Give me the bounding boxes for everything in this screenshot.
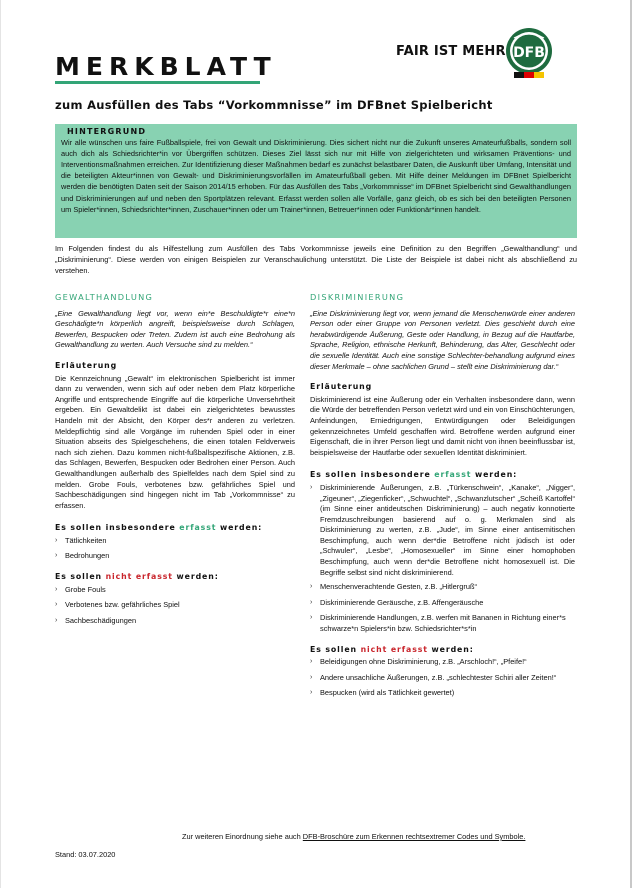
gewalt-capture-heading: Es sollen insbesondere erfasst werden: (55, 523, 263, 533)
chevron-right-icon: › (55, 552, 58, 560)
chevron-right-icon: › (55, 536, 58, 544)
list-item: › Diskriminierende Äußerungen, z.B. „Türkenschwein“, „Kanake“, „Nigger“, „Zigeuner“, „Ziegenficker“, „Schwuchtel“, „Schwanzlutscher“ „Scheiß Kartoffel“ (im Sinne einer antideutschen Diskriminierung) – auch negativ konnotierte Fremdzuschreibungen basierend auf o. g. Merkmalen sind als Diskriminierung zu werten, z.B. „Jude“, im Sinne einer antisemitischen Beschimpfung, auch wenn der*die Betroffene nicht jüdisch ist oder „Schwuler“, „Lesbe“, „Homosexueller“ im Sinne einer homophoben Beschimpfung, auch wenn der*die Betroffene nicht homosexuell ist. Die Begriffe selbst sind nicht diskriminierend. (310, 482, 575, 577)
list-item: › Verbotenes bzw. gefährliches Spiel (55, 600, 180, 610)
chevron-right-icon: › (310, 583, 313, 591)
list-item: › Grobe Fouls (55, 584, 106, 594)
diskr-capture-heading: Es sollen insbesondere erfasst werden: (310, 470, 518, 480)
page-title: MERKBLATT (55, 52, 277, 81)
chevron-right-icon: › (310, 673, 313, 681)
date-stamp: Stand: 03.07.2020 (55, 850, 116, 859)
intro-text: Im Folgenden findest du als Hilfestellung zum Ausfüllen des Tabs Vorkommnisse jeweils eine Definition zu den Begriffen „Gewalthandlung“ und „Diskriminierung“. Diese werden von einigen Beispielen zur Veranschaulichung unterstützt. Die Liste der Beispiele ist dabei nicht als abschließend zu verstehen. (55, 244, 577, 275)
title-underline (55, 81, 260, 84)
gewalt-column (55, 292, 295, 634)
gewalt-nocapture-heading: Es sollen nicht erfasst werden: (55, 572, 219, 582)
chevron-right-icon: › (310, 614, 313, 622)
background-text: Wir alle wünschen uns faire Fußballspiele, frei von Gewalt und Diskriminierung. Dies sichert nicht nur die Zukunft unseres Amateurfußballs, sondern soll auch dich als Schiedsrichter*in vor Übergriffen schützen. Dieses Ziel lässt sich nur mit Hilfe von zielgerichteten und wirksamen Präventions- und Interventionsmaßnahmen erreichen. Zur Identifizierung dieser Maßnahmen bedarf es zunächst belastbarer Daten, die Auskunft über Umfang, Intensität und die beteiligten Akteur*innen von Gewalt- und Diskriminierungsvorfällen im Amateurfußball geben. Mit Hilfe deiner Meldungen im DFBnet Spielbericht werden die benötigten Daten seit der Saison 2014/15 erhoben. Für das Ausfüllen des Tabs „Vorkommnisse“ im DFBnet Spielbericht sind Gewalthandlungen und Diskriminierungen auf und neben den Sportplätzen relevant. Erfasst werden sollen alle Vorfälle, ganz gleich, ob es sich bei den beteiligten Personen um Spieler*innen, Schiedsrichter*innen, Zuschauer*innen oder um Trainer*innen, Betreuer*innen oder Funktionär*innen handelt. (61, 138, 571, 214)
chevron-right-icon: › (310, 658, 313, 666)
chevron-right-icon: › (310, 483, 313, 491)
brochure-link[interactable]: DFB-Broschüre zum Erkennen rechtsextremer Codes und Symbole. (302, 832, 526, 841)
chevron-right-icon: › (55, 616, 58, 624)
gewalt-capture-list (55, 536, 295, 562)
diskr-nocapture-heading: Es sollen nicht erfasst werden: (310, 644, 474, 654)
gewalt-explanation-heading: Erläuterung (55, 360, 118, 370)
diskr-nocapture-list (310, 657, 575, 699)
footer-reference-text: Zur weiteren Einordnung siehe auch (182, 832, 303, 841)
diskr-explanation: Diskriminierend ist eine Äußerung oder ein Verhalten insbesondere dann, wenn die Würde der betreffenden Person verletzt wird und ein von Einschüchterungen, Anfeindungen, Erniedrigungen, Entwürdigungen oder Beleidigungen gekennzeichnetes Umfeld geschaffen wird. Betroffene werden aufgrund einer Eigenschaft, die in ihrer Person liegt und damit nicht von ihnen beeinflussbar ist, beispielsweise der Hautfarbe oder sexuellen Identität diskriminiert. (310, 394, 575, 457)
diskr-column (310, 292, 575, 707)
gewalt-nocapture-list (55, 585, 295, 627)
footer-reference (182, 832, 525, 841)
list-item: › Bedrohungen (55, 551, 110, 561)
gewalt-definition: „Eine Gewalthandlung liegt vor, wenn ein*e Beschuldigte*r eine*n Geschädigte*n körperlich angreift, beispielsweise durch Schlagen, Bewerfen, Bespucken oder Treten. Zudem ist auch eine Bedrohung als Gewalthandlung zu werten. Auch Versuche sind zu melden.“ (55, 308, 295, 350)
gewalt-explanation: Die Kennzeichnung „Gewalt“ im elektronischen Spielbericht ist immer dann zu verwenden, wenn sich auf oder neben dem Platz körperliche Angriffe und entsprechende Eingriffe auf die körperliche Unversehrtheit ergeben. Ein Gewaltdelikt ist dabei ein zielgerichtetes bewusstes Handeln mit der Absicht, den Körper des*r anderen zu verletzen. Meldepflichtig sind alle Vorgänge im ruhenden Spiel oder in einer Situation abseits des Spielgeschehens, die einen totalen Feldverweis nach sich ziehen. Dazu kommen nicht-fußballspezifische Aktionen, z.B. das Schlagen, Bewerfen, Bespucken oder Bedrohen einer Person. Auch Gewalthandlungen außerhalb des Spielfeldes nach dem Spiel sind zu melden. Grobe Fouls, verbotenes bzw. gefährliches Spiel und Sachbeschädigungen sind hingegen nicht im Tab „Vorkommnisse“ zu erfassen. (55, 373, 295, 510)
chevron-right-icon: › (310, 598, 313, 606)
list-item: › Bespucken (wird als Tätlichkeit gewertet) (310, 688, 455, 698)
page-subtitle: zum Ausfüllen des Tabs “Vorkommnisse” im DFBnet Spielbericht (55, 98, 493, 112)
chevron-right-icon: › (55, 601, 58, 609)
dfb-logo-icon (504, 26, 554, 80)
chevron-right-icon: › (55, 585, 58, 593)
diskr-explanation-heading: Erläuterung (310, 382, 373, 392)
gewalt-heading: GEWALTHANDLUNG (55, 292, 154, 302)
list-item: › Andere unsachliche Äußerungen, z.B. „schlechtester Schiri aller Zeiten!“ (310, 672, 557, 682)
background-title: HINTERGRUND (67, 127, 147, 136)
list-item: › Diskriminierende Geräusche, z.B. Affengeräusche (310, 597, 484, 607)
logo-text: DFB (513, 45, 545, 61)
list-item: › Menschenverachtende Gesten, z.B. „Hitlergruß“ (310, 582, 477, 592)
list-item: › Diskriminierende Handlungen, z.B. werfen mit Bananen in Richtung einer*s schwarze*n Spielers*in bzw. Schiedsrichter*s*in (310, 613, 566, 634)
list-item: › Tätlichkeiten (55, 535, 107, 545)
list-item: › Beleidigungen ohne Diskriminierung, z.B. „Arschloch!“, „Pfeife!“ (310, 657, 527, 667)
list-item: › Sachbeschädigungen (55, 615, 137, 625)
diskr-capture-list (310, 483, 575, 635)
diskr-definition: „Eine Diskriminierung liegt vor, wenn jemand die Menschenwürde einer anderen Person oder einer Gruppe von Personen verletzt. Dies geschieht durch eine herabwürdigende Äußerung, Geste oder Handlung, in Bezug auf die Hautfarbe, Sprache, Religion, ethnische Herkunft, Behinderung, das Alter, Geschlecht oder die sexuelle Identität. Auch eine sonstige Schlechter-behandlung aufgrund eines dieser Merkmale – ohne sachlichen Grund – stellt eine Diskriminierung dar.“ (310, 308, 575, 371)
diskr-heading: DISKRIMINIERUNG (310, 292, 405, 302)
background-box (55, 124, 577, 238)
brand-slogan: FAIR IST MEHR (396, 44, 506, 59)
chevron-right-icon: › (310, 689, 313, 697)
